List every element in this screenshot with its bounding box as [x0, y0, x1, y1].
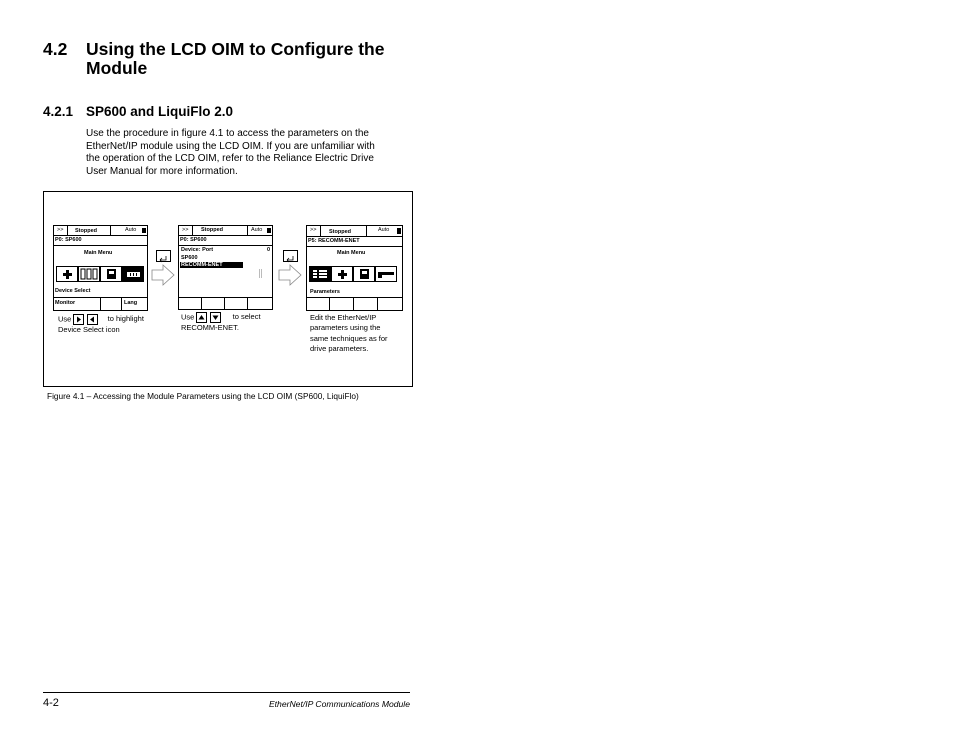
- battery-icon: [397, 228, 401, 234]
- lcd-menu-title: Main Menu: [337, 250, 366, 256]
- lcd-status-bar: [307, 226, 402, 237]
- lcd-status-bar: [54, 226, 147, 236]
- lcd-softkey-bar: [307, 297, 402, 310]
- lcd-header-prompt: >>: [310, 227, 317, 233]
- lcd-status-text: Stopped: [201, 227, 223, 233]
- lcd-screen-device-port: [178, 225, 273, 310]
- softkey-lang: Lang: [124, 300, 138, 306]
- group-icon: [78, 266, 100, 282]
- lcd-list-item-selected: RECOMM-ENET: [180, 262, 243, 268]
- right-arrow-icon: [278, 264, 302, 286]
- subsection-title: SP600 and LiquiFlo 2.0: [86, 104, 234, 119]
- subsection-number: 4.2.1: [43, 104, 74, 119]
- lcd-mode-text: Auto: [378, 227, 390, 233]
- instruction-step2: [181, 312, 261, 333]
- parameter-icon: [56, 266, 78, 282]
- lcd-selected-label: Device Select: [55, 288, 91, 294]
- scroll-indicator: [259, 269, 262, 278]
- lcd-status-text: Stopped: [75, 228, 97, 234]
- right-arrow-icon: [151, 264, 175, 286]
- lcd-status-bar: [179, 226, 272, 236]
- left-arrow-key-icon: [87, 314, 98, 325]
- paragraph-line: User Manual for more information.: [86, 165, 238, 177]
- lcd-line1: [54, 236, 147, 246]
- paragraph-line: Use the procedure in figure 4.1 to access the parameters on the: [86, 128, 369, 139]
- instruction-text: parameters using the: [310, 323, 381, 333]
- device-select-icon: [122, 266, 144, 282]
- page-number: 4-2: [43, 697, 59, 709]
- lcd-device-port-label: Device: Port: [181, 247, 214, 253]
- instruction-step1: [58, 314, 144, 335]
- intro-paragraph: [86, 128, 416, 178]
- tool-icon: [375, 266, 397, 282]
- footer-title: EtherNet/IP Communications Module: [268, 699, 410, 709]
- instruction-text: to highlight: [107, 314, 144, 324]
- lcd-softkey-bar: [179, 297, 272, 309]
- softkey-monitor: Monitor: [55, 300, 76, 306]
- instruction-text: Edit the EtherNet/IP: [310, 313, 377, 322]
- lcd-mode-text: Auto: [251, 227, 263, 233]
- lcd-header-prompt: >>: [57, 227, 64, 233]
- paragraph-line: EtherNet/IP module using the LCD OIM. If you are unfamiliar with: [86, 140, 375, 152]
- instruction-step3: [310, 313, 388, 354]
- instruction-text: to select: [232, 312, 261, 322]
- instruction-use: Use: [181, 312, 195, 322]
- lcd-selected-label: Parameters: [310, 289, 340, 295]
- lcd-selected-row: [307, 282, 402, 295]
- instruction-text: drive parameters.: [310, 343, 369, 353]
- instruction-text: same techniques as for: [310, 333, 388, 343]
- lcd-line1: [179, 236, 272, 246]
- add-icon: [331, 266, 353, 282]
- lcd-screen-module-menu: [306, 225, 403, 311]
- up-arrow-key-icon: [196, 312, 207, 323]
- battery-icon: [142, 228, 146, 233]
- lcd-line1: [307, 237, 402, 247]
- footer-rule: [43, 692, 410, 693]
- battery-icon: [267, 228, 271, 233]
- instruction-text: RECOMM-ENET.: [181, 323, 239, 332]
- lcd-menu-title: Main Menu: [84, 250, 113, 256]
- lcd-list-item: SP600: [181, 255, 198, 261]
- lcd-header-prompt: >>: [182, 227, 189, 233]
- section-title: Using the LCD OIM to Configure the Module: [86, 39, 385, 78]
- lcd-line1-text: P0: SP600: [55, 237, 82, 243]
- parameters-icon: [309, 266, 331, 282]
- lcd-mode-text: Auto: [125, 227, 137, 233]
- enter-key-icon: [283, 250, 298, 262]
- section-number: 4.2: [43, 39, 68, 59]
- figure-4-1: [43, 191, 413, 387]
- enter-key-icon: [156, 250, 171, 262]
- lcd-port-number: 0: [267, 247, 271, 253]
- down-arrow-key-icon: [210, 312, 221, 323]
- instruction-text: Device Select icon: [58, 325, 120, 334]
- paragraph-line: the operation of the LCD OIM, refer to the Reliance Electric Drive: [86, 153, 374, 164]
- lcd-selected-row: [54, 282, 147, 295]
- right-arrow-key-icon: [73, 314, 84, 325]
- instruction-use: Use: [58, 314, 72, 324]
- lcd-line1-text: P0: SP600: [180, 237, 207, 243]
- lcd-screen-main-menu: [53, 225, 148, 311]
- lcd-status-text: Stopped: [329, 229, 351, 235]
- figure-caption: Figure 4.1 – Accessing the Module Parameters using the LCD OIM (SP600, LiquiFlo): [47, 391, 359, 401]
- memory-icon: [100, 266, 122, 282]
- memory-icon: [353, 266, 375, 282]
- subsection-heading: [43, 104, 234, 119]
- lcd-line1-text: P5: RECOMM-ENET: [308, 238, 360, 244]
- lcd-softkey-bar: [54, 297, 147, 310]
